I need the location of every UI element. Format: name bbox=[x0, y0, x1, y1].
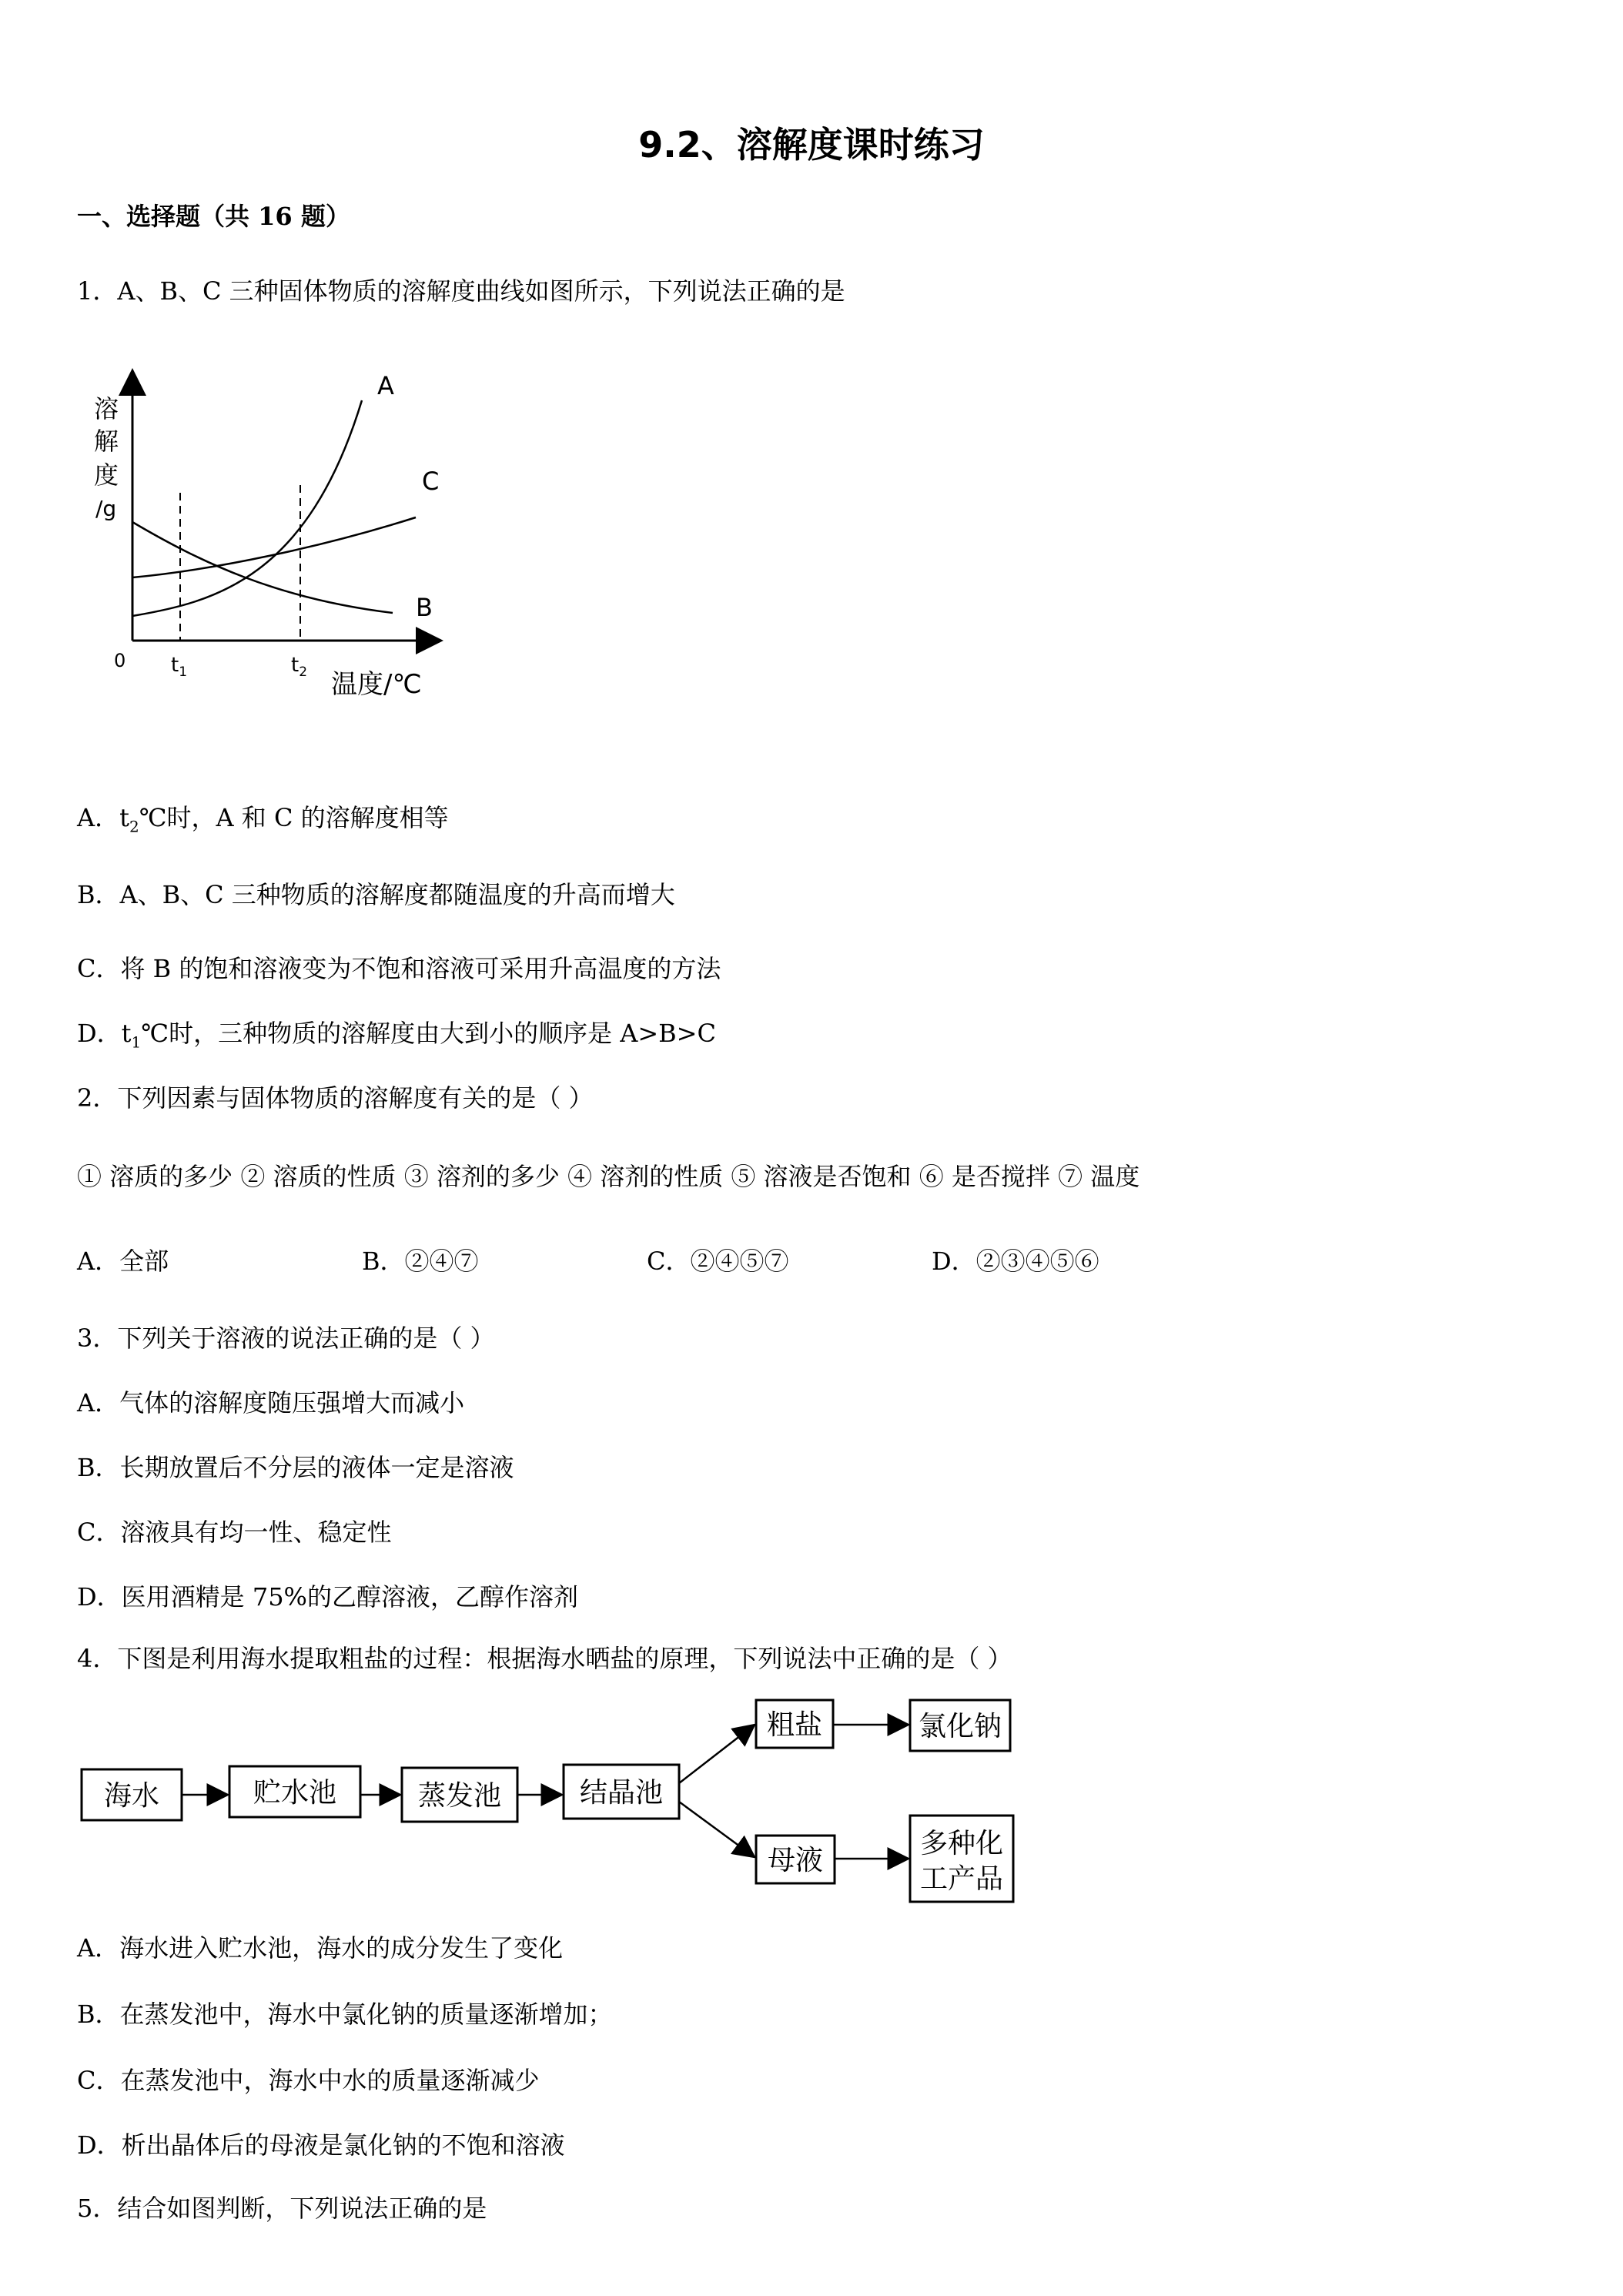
arrow-down bbox=[679, 1802, 755, 1857]
y-label-3: 度 bbox=[94, 460, 119, 490]
svg-text:蒸发池: 蒸发池 bbox=[417, 1780, 502, 1812]
svg-text:贮水池: 贮水池 bbox=[253, 1777, 337, 1809]
q1-option-b: B．A、B、C 三种物质的溶解度都随温度的升高而增大 bbox=[77, 880, 675, 909]
t1-label: $t_1$ bbox=[171, 654, 188, 680]
mother-liquor-box bbox=[756, 1836, 835, 1883]
q2-factors: ① 溶质的多少 ② 溶质的性质 ③ 溶剂的多少 ④ 溶剂的性质 ⑤ 溶液是否饱和 ⑥ 是否搅拌 ⑦ 温度 bbox=[77, 1162, 1140, 1191]
storage-pool-box bbox=[229, 1766, 360, 1817]
seawater-box bbox=[82, 1769, 182, 1820]
curve-c-label: C bbox=[422, 467, 440, 496]
q4-option-b: B．在蒸发池中，海水中氯化钠的质量逐渐增加； bbox=[77, 2000, 613, 2029]
evaporation-pool-box bbox=[402, 1768, 517, 1822]
q3-stem: 3．下列关于溶液的说法正确的是（ ） bbox=[77, 1324, 495, 1353]
curve-b-label: B bbox=[416, 593, 433, 622]
x-axis-label: 温度/℃ bbox=[331, 669, 422, 700]
q1-option-a: A．$t_2℃$时，A 和 C 的溶解度相等 bbox=[77, 803, 449, 836]
q2-option-a: A．全部 bbox=[77, 1247, 169, 1276]
crude-salt-box bbox=[756, 1700, 833, 1748]
svg-text:多种化: 多种化 bbox=[919, 1828, 1004, 1859]
q4-flow-diagram bbox=[77, 1694, 1032, 1909]
q3-option-b: B．长期放置后不分层的液体一定是溶液 bbox=[77, 1453, 514, 1482]
svg-text:母液: 母液 bbox=[767, 1845, 824, 1876]
q4-option-a: A．海水进入贮水池，海水的成分发生了变化 bbox=[77, 1933, 564, 1963]
page-title: 9.2、溶解度课时练习 bbox=[638, 124, 985, 166]
sodium-chloride-box bbox=[910, 1700, 1010, 1751]
q2-stem: 2．下列因素与固体物质的溶解度有关的是（ ） bbox=[77, 1083, 594, 1113]
q3-option-d: D．医用酒精是 75%的乙醇溶液，乙醇作溶剂 bbox=[77, 1582, 578, 1612]
svg-text:海水: 海水 bbox=[103, 1780, 160, 1812]
q1-option-c: C．将 B 的饱和溶液变为不饱和溶液可采用升高温度的方法 bbox=[77, 954, 721, 983]
q3-option-c: C．溶液具有均一性、稳定性 bbox=[77, 1518, 392, 1547]
q4-option-c: C．在蒸发池中，海水中水的质量逐渐减少 bbox=[77, 2066, 540, 2095]
svg-text:粗盐: 粗盐 bbox=[766, 1709, 823, 1741]
q1-stem: 1．A、B、C 三种固体物质的溶解度曲线如图所示，下列说法正确的是 bbox=[77, 276, 845, 306]
svg-text:结晶池: 结晶池 bbox=[579, 1777, 664, 1809]
section-heading: 一、选择题（共 16 题） bbox=[77, 202, 350, 231]
chemical-products-box bbox=[910, 1816, 1013, 1902]
q5-stem: 5．结合如图判断，下列说法正确的是 bbox=[77, 2194, 487, 2223]
svg-text:工产品: 工产品 bbox=[919, 1863, 1004, 1895]
q2-option-b: B．②④⑦ bbox=[362, 1247, 479, 1276]
y-label-4: /g bbox=[95, 496, 117, 521]
y-label-2: 解 bbox=[94, 427, 119, 456]
q1-solubility-chart bbox=[77, 354, 477, 716]
y-label-1: 溶 bbox=[94, 394, 119, 423]
crystallization-pool-box bbox=[564, 1765, 679, 1819]
curve-c bbox=[132, 517, 416, 577]
q3-option-a: A．气体的溶解度随压强增大而减小 bbox=[77, 1388, 465, 1417]
q2-option-c: C．②④⑤⑦ bbox=[647, 1247, 789, 1276]
q4-option-d: D．析出晶体后的母液是氯化钠的不饱和溶液 bbox=[77, 2130, 565, 2160]
svg-text:氯化钠: 氯化钠 bbox=[918, 1711, 1002, 1742]
q2-option-d: D．②③④⑤⑥ bbox=[932, 1247, 1099, 1276]
t2-label: $t_2$ bbox=[291, 654, 308, 680]
curve-a-label: A bbox=[377, 371, 394, 400]
curve-a bbox=[132, 400, 362, 616]
origin-label: 0 bbox=[114, 650, 126, 671]
arrow-up bbox=[679, 1725, 755, 1783]
q4-stem: 4．下图是利用海水提取粗盐的过程：根据海水晒盐的原理，下列说法中正确的是（ ） bbox=[77, 1644, 1012, 1673]
q1-option-d: D．$t_1℃$时，三种物质的溶解度由大到小的顺序是 A>B>C bbox=[77, 1019, 716, 1052]
